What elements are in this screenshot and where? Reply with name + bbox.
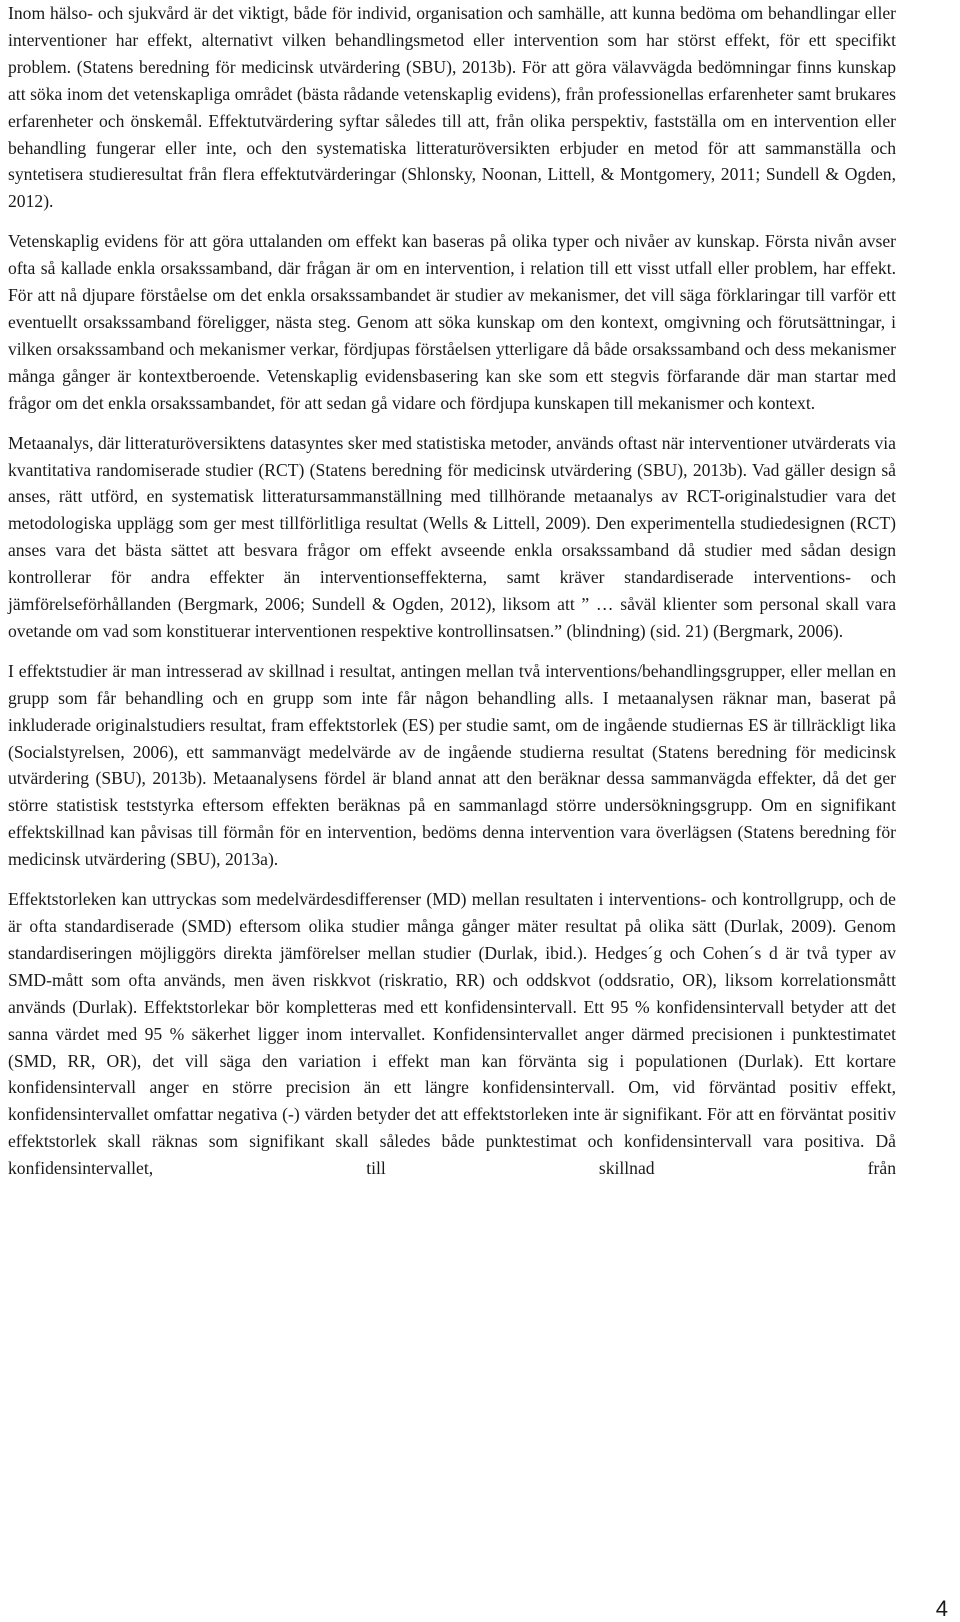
page-number: 4: [935, 1596, 948, 1621]
paragraph-3: Metaanalys, där litteraturöversiktens datasyntes sker med statistiska metoder, används oftast när interventioner utvärderats via kvantitativa randomiserade studier (RCT) (Statens beredning för medicinsk utvärdering (SBU), 2013b). Vad gäller design så anses, rätt utförd, en systematisk litteratursammanställning med tillhörande metaanalys av RCT-originalstudier vara det metodologiska upplägg som ger mest tillförlitliga resultat (Wells & Littell, 2009). Den experimentella studiedesignen (RCT) anses vara det bästa sättet att besvara frågor om effekt avseende enkla orsakssamband då studier med sådan design kontrollerar för andra effekter än interventionseffekterna, samt kräver standardiserade interventions- och jämförelseförhållanden (Bergmark, 2006; Sundell & Ogden, 2012), liksom att ” … såväl klienter som personal skall vara ovetande om vad som konstituerar interventionen respektive kontrollinsatsen.” (blindning) (sid. 21) (Bergmark, 2006).: [8, 432, 896, 641]
paragraph-1: Inom hälso- och sjukvård är det viktigt, både för individ, organisation och samhälle, att kunna bedöma om behandlingar eller interventioner har effekt, alternativt vilken behandlingsmetod eller intervention som har störst effekt, för ett specifikt problem. (Statens beredning för medicinsk utvärdering (SBU), 2013b). För att göra välavvägda bedömningar finns kunskap att söka inom det vetenskapliga området (bästa rådande vetenskaplig evidens), från professionellas erfarenheter samt brukares erfarenheter och önskemål. Effektutvärdering syftar således till att, från olika perspektiv, fastställa om en intervention eller behandling fungerar eller inte, och den systematiska litteraturöversikten erbjuder en metod för att sammanställa och syntetisera studieresultat från flera effektutvärderingar (Shlonsky, Noonan, Littell, & Montgomery, 2011; Sundell & Ogden, 2012).: [8, 3, 896, 212]
paragraph-4: I effektstudier är man intresserad av skillnad i resultat, antingen mellan två interventions/behandlingsgrupper, eller mellan en grupp som får behandling och en grupp som inte får någon behandling alls. I metaanalysen räknar man, baserat på inkluderade originalstudiers resultat, fram effektstorlek (ES) per studie samt, om de ingående studiernas ES är tillräckligt lika (Socialstyrelsen, 2006), ett sammanvägt medelvärde av de ingående studierna resultat (Statens beredning för medicinsk utvärdering (SBU), 2013b). Metaanalysens fördel är bland annat att den beräknar dessa sammanvägda effekter, då det ger större statistisk teststyrka eftersom effekten beräknas på en sammanlagd större undersökningsgrupp. Om en signifikant effektskillnad kan påvisas till förmån för en intervention, bedöms denna intervention vara överlägsen (Statens beredning för medicinsk utvärdering (SBU), 2013a).: [8, 660, 896, 870]
paragraph-2: Vetenskaplig evidens för att göra uttalanden om effekt kan baseras på olika typer och nivåer av kunskap. Första nivån avser ofta så kallade enkla orsakssamband, där frågan är om en intervention, i relation till ett visst utfall eller problem, har effekt. För att nå djupare förståelse om det enkla orsakssambandet är studier av mekanismer, det vill säga förklaringar till varför ett eventuellt orsakssamband föreligger, nästa steg. Genom att söka kunskap om den kontext, omgivning och förutsättningar, i vilken orsakssamband och mekanismer verkar, fördjupas förståelsen ytterligare då både orsakssamband och dess mekanismer många gånger är kontextberoende. Vetenskaplig evidensbasering kan ske som ett stegvis förfarande där man startar med frågor om det enkla orsakssambandet, för att sedan gå vidare och fördjupa kunskapen till mekanismer och kontext.: [8, 231, 896, 413]
document-page: [8, 0, 896, 1182]
paragraph-5: Effektstorleken kan uttryckas som medelvärdesdifferenser (MD) mellan resultaten i interventions- och kontrollgrupp, och de är ofta standardiserade (SMD) eftersom olika studier många gånger mäter resultat på olika sätt (Durlak, 2009). Genom standardiseringen möjliggörs direkta jämförelser mellan studier (Durlak, ibid.). Hedges´g och Cohen´s d är två typer av SMD-mått som ofta används, men även riskkvot (riskratio, RR) och oddskvot (oddsratio, OR), liksom korrelationsmått används (Durlak). Effektstorlekar bör kompletteras med ett konfidensintervall. Ett 95 % konfidensintervall betyder att det sanna värdet med 95 % säkerhet ligger inom intervallet. Konfidensintervallet anger därmed precisionen i punktestimatet (SMD, RR, OR), det vill säga den variation i effekt man kan förvänta sig i populationen (Durlak). Ett kortare konfidensintervall anger en större precision än ett längre konfidensintervall. Om, vid förväntad positiv effekt, konfidensintervallet omfattar negativa (-) värden betyder det att effektstorleken inte är signifikant. För att en förväntat positiv effektstorlek skall räknas som signifikant skall således både punktestimat och konfidensintervall vara positiva. Då konfidensintervallet, till skillnad från: [8, 889, 896, 1179]
